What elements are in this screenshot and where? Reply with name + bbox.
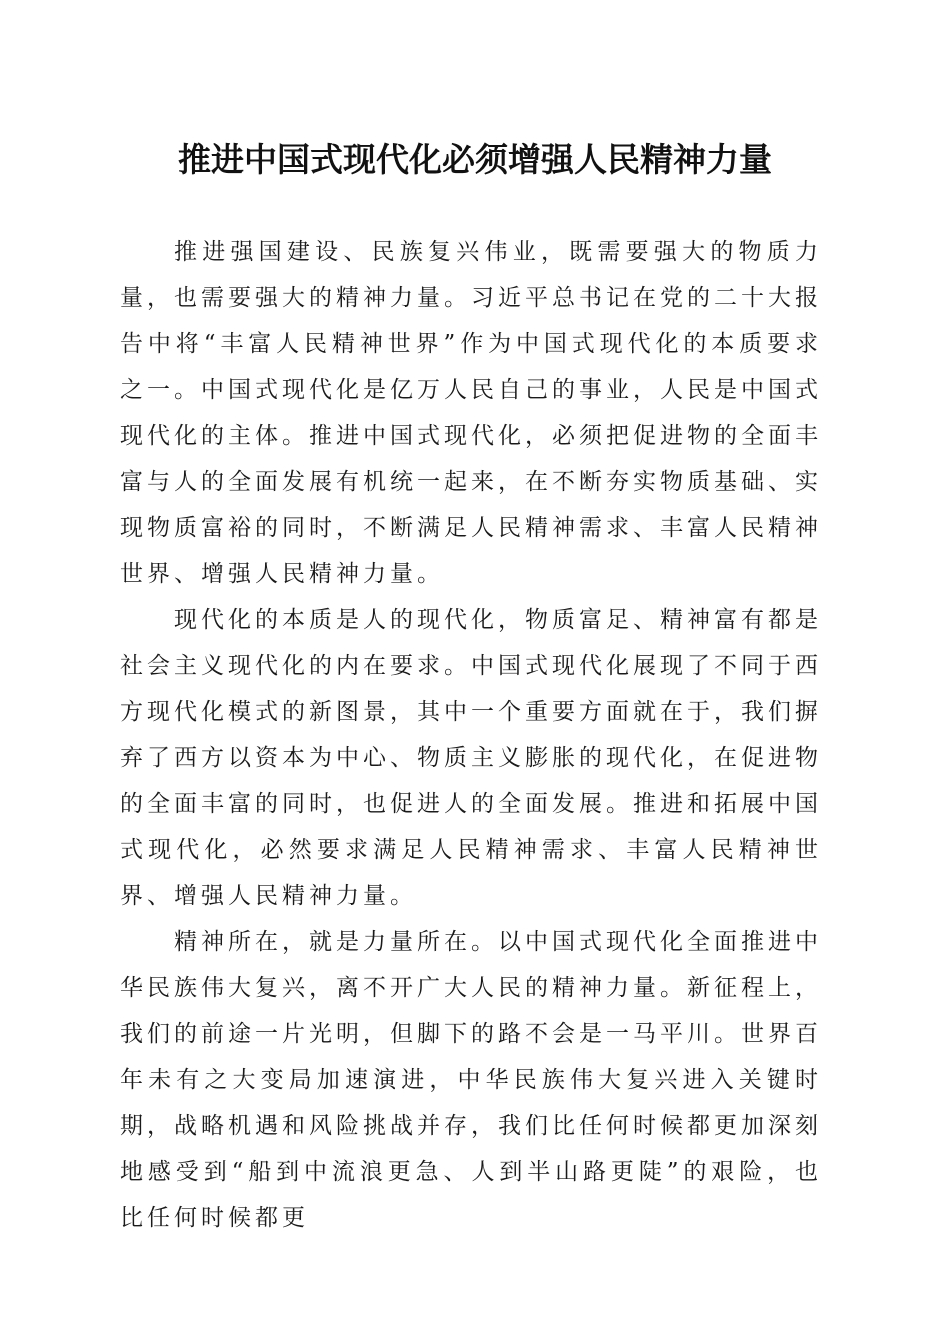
document-title: 推进中国式现代化必须增强人民精神力量 xyxy=(178,140,772,179)
paragraph-3: 精神所在，就是力量所在。以中国式现代化全面推进中华民族伟大复兴，离不开广大人民的精神力量。新征程上，我们的前途一片光明，但脚下的路不会是一马平川。世界百年未有之大变局加速演进，中华民族伟大复兴进入关键时期，战略机遇和风险挑战并存，我们比任何时候都更加深刻地感受到“船到中流浪更急、人到半山路更陡”的艰险，也比任何时候都更 xyxy=(120,929,822,1231)
paragraph-2: 现代化的本质是人的现代化，物质富足、精神富有都是社会主义现代化的内在要求。中国式现代化展现了不同于西方现代化模式的新图景，其中一个重要方面就在于，我们摒弃了西方以资本为中心、物质主义膨胀的现代化，在促进物的全面丰富的同时，也促进人的全面发展。推进和拓展中国式现代化，必然要求满足人民精神需求、丰富人民精神世界、增强人民精神力量。 xyxy=(120,607,822,909)
document-body xyxy=(120,229,822,1241)
paragraph-1: 推进强国建设、民族复兴伟业，既需要强大的物质力量，也需要强大的精神力量。习近平总书记在党的二十大报告中将“丰富人民精神世界”作为中国式现代化的本质要求之一。中国式现代化是亿万人民自己的事业，人民是中国式现代化的主体。推进中国式现代化，必须把促进物的全面丰富与人的全面发展有机统一起来，在不断夯实物质基础、实现物质富裕的同时，不断满足人民精神需求、丰富人民精神世界、增强人民精神力量。 xyxy=(120,239,822,587)
